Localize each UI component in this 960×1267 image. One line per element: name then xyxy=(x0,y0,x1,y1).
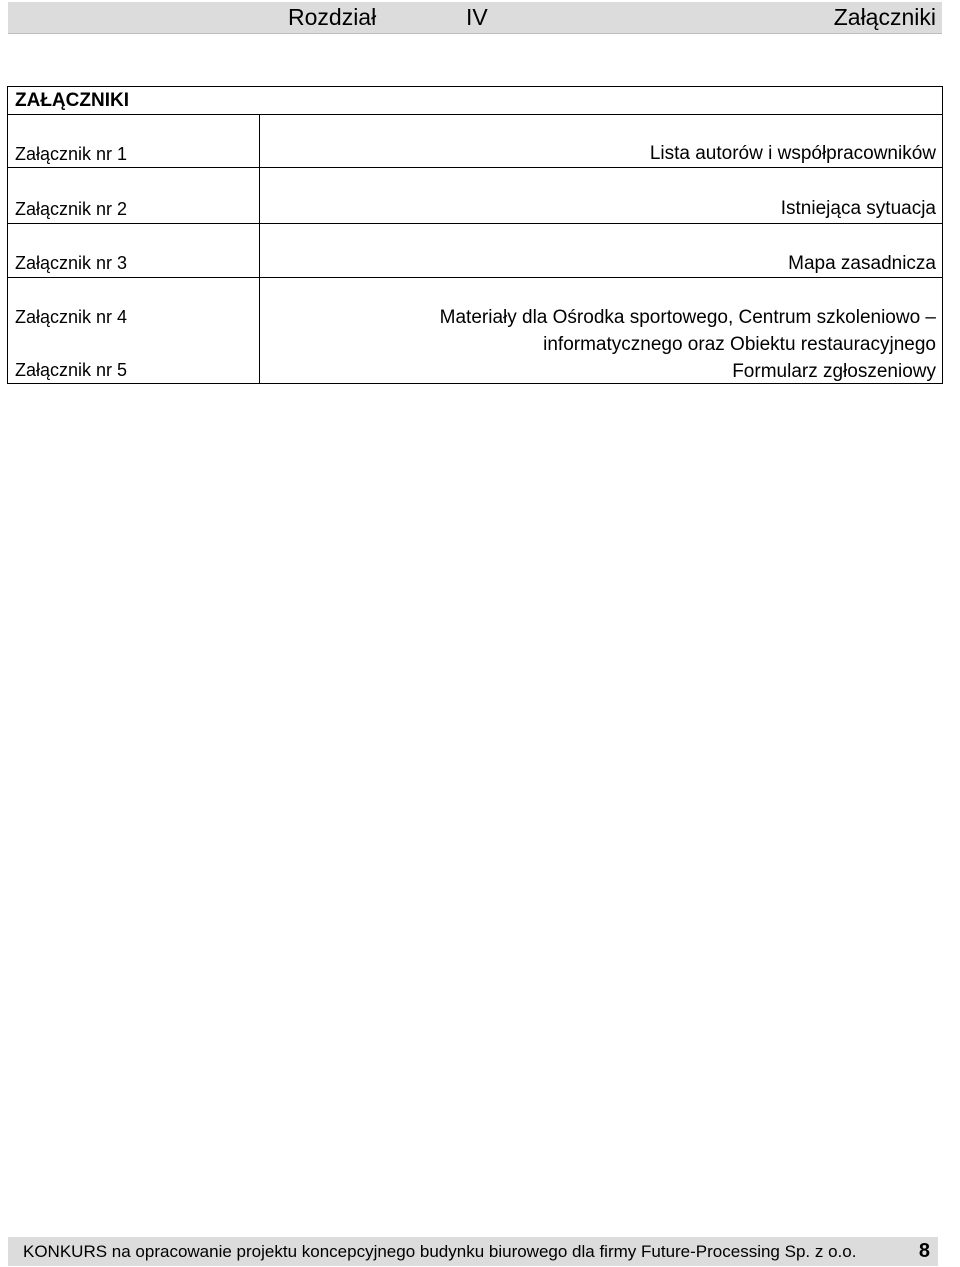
annex-title-1: Lista autorów i współpracowników xyxy=(649,143,936,164)
annex-label-4: Załącznik nr 4 xyxy=(15,307,128,327)
row-divider xyxy=(8,277,942,278)
page-footer xyxy=(8,1237,938,1266)
annex-label-3: Załącznik nr 3 xyxy=(15,253,128,273)
table-title: ZAŁĄCZNIKI xyxy=(15,90,129,111)
annex-title-5: Formularz zgłoszeniowy xyxy=(732,361,936,382)
annex-title-4-line2: informatycznego oraz Obiektu restauracyjnego xyxy=(543,334,936,355)
annex-label-1: Załącznik nr 1 xyxy=(15,144,128,164)
chapter-label: Rozdział xyxy=(288,4,377,30)
chapter-title: Załączniki xyxy=(833,4,936,30)
annex-table xyxy=(7,86,943,384)
annex-label-2: Załącznik nr 2 xyxy=(15,199,128,219)
row-divider xyxy=(8,223,942,224)
page-number: 8 xyxy=(918,1240,930,1262)
row-divider xyxy=(8,167,942,168)
annex-title-4-line1: Materiały dla Ośrodka sportowego, Centrum szkoleniowo – xyxy=(439,307,936,328)
annex-title-3: Mapa zasadnicza xyxy=(788,253,936,274)
column-divider xyxy=(259,114,260,383)
row-divider xyxy=(8,114,942,115)
page-header xyxy=(8,2,942,34)
chapter-number: IV xyxy=(466,4,488,30)
footer-text: KONKURS na opracowanie projektu koncepcyjnego budynku biurowego dla firmy Future-Processing Sp. z o.o. xyxy=(23,1242,857,1261)
annex-title-2: Istniejąca sytuacja xyxy=(780,198,936,219)
annex-label-5: Załącznik nr 5 xyxy=(15,360,128,380)
